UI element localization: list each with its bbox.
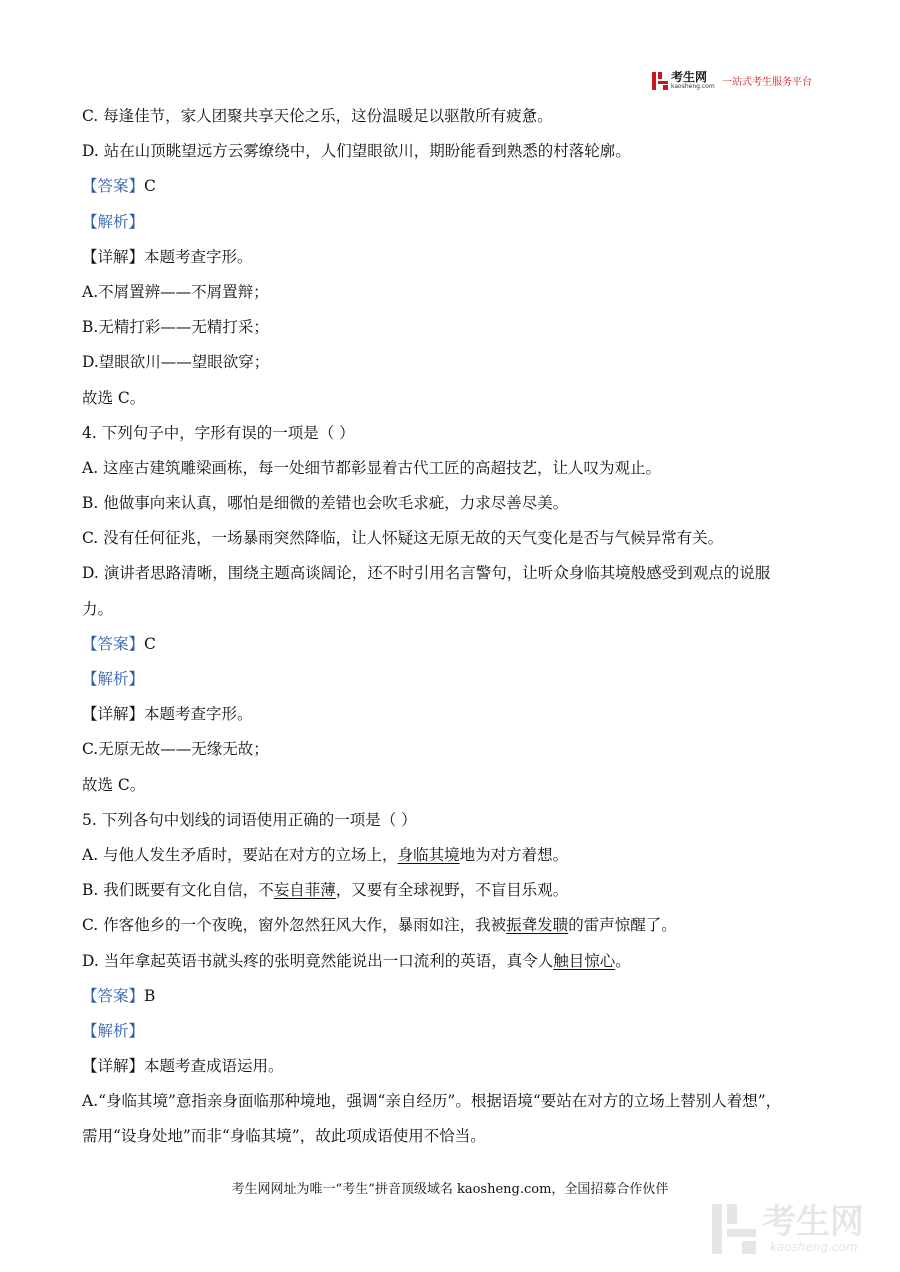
watermark-domain: kaosheng.com	[770, 1240, 858, 1254]
option-d: D. 演讲者思路清晰，围绕主题高谈阔论，还不时引用名言警句，让听众身临其境般感受到观点的说服	[82, 564, 771, 583]
kaosheng-logo-icon	[652, 72, 668, 90]
underlined-term: 妄自菲薄	[273, 881, 336, 900]
answer-tag: 【答案】	[82, 986, 145, 1005]
text-line: 需用“设身处地”而非“身临其境”，故此项成语使用不恰当。	[82, 1127, 486, 1146]
text-line: A.“身临其境”意指亲身面临那种境地，强调“亲自经历”。根据语境“要站在对方的立场上替别人着想”，	[82, 1092, 782, 1111]
logo-brand: 考生网	[671, 70, 708, 84]
option-d: D. 当年拿起英语书就头疼的张明竟然能说出一口流利的英语，真令人触目惊心。	[82, 951, 631, 970]
option-a: A. 这座古建筑雕梁画栋，每一处细节都彰显着古代工匠的高超技艺，让人叹为观止。	[82, 458, 662, 477]
document-body	[82, 99, 827, 1155]
underlined-term: 身临其境	[397, 845, 460, 864]
text-line: 故选 C。	[82, 388, 146, 407]
text-line: 【详解】本题考查字形。	[82, 247, 253, 266]
analysis-tag: 【解析】	[82, 1021, 145, 1040]
answer-line: 【答案】C	[82, 634, 156, 653]
analysis-tag: 【解析】	[82, 212, 145, 231]
text-line: D. 站在山顶眺望远方云雾缭绕中，人们望眼欲川，期盼能看到熟悉的村落轮廓。	[82, 142, 631, 161]
watermark-logo-icon	[712, 1204, 756, 1254]
option-c: C. 没有任何征兆，一场暴雨突然降临，让人怀疑这无原无故的天气变化是否与气候异常有关。	[82, 529, 724, 548]
logo-slogan: 一站式考生服务平台	[722, 77, 812, 88]
text-line: A.不屑置辨——不屑置辩；	[82, 282, 269, 301]
logo-domain: kaosheng.com	[671, 83, 715, 90]
answer-line: 【答案】C	[82, 177, 156, 196]
option-b: B. 我们既要有文化自信，不妄自菲薄，又要有全球视野，不盲目乐观。	[82, 881, 569, 900]
page-footer: 考生网网址为唯一“考生”拼音顶级域名 kaosheng.com，全国招募合作伙伴	[231, 1182, 669, 1197]
analysis-tag: 【解析】	[82, 670, 145, 688]
text-line: 【详解】本题考查成语运用。	[82, 1057, 284, 1076]
text-line: 故选 C。	[82, 775, 146, 794]
answer-line: 【答案】B	[82, 986, 156, 1005]
watermark-text: 考生网	[762, 1202, 864, 1242]
option-c: C. 作客他乡的一个夜晚，窗外忽然狂风大作，暴雨如注，我被振聋发聩的雷声惊醒了。	[82, 916, 677, 935]
watermark	[712, 1200, 882, 1258]
analysis-line	[82, 662, 827, 697]
text-line: C. 每逢佳节，家人团聚共享天伦之乐，这份温暖足以驱散所有疲惫。	[82, 107, 553, 125]
text-line: B.无精打彩——无精打采；	[82, 318, 269, 337]
question-4: 4. 下列句子中，字形有误的一项是（ ）	[82, 423, 355, 442]
header-logo	[652, 70, 822, 92]
answer-tag: 【答案】	[82, 634, 145, 653]
underlined-term: 振聋发聩	[506, 916, 569, 935]
analysis-line	[82, 205, 827, 240]
answer-tag: 【答案】	[82, 177, 145, 196]
question-5: 5. 下列各句中划线的词语使用正确的一项是（ ）	[82, 810, 417, 829]
text-line: C.无原无故——无缘无故；	[82, 740, 269, 759]
text-line: 【详解】本题考查字形。	[82, 705, 253, 724]
option-a: A. 与他人发生矛盾时，要站在对方的立场上，身临其境地为对方着想。	[82, 845, 569, 864]
option-b: B. 他做事向来认真，哪怕是细微的差错也会吹毛求疵，力求尽善尽美。	[82, 494, 569, 513]
text-line: D.望眼欲川——望眼欲穿；	[82, 353, 270, 372]
analysis-line	[82, 1014, 827, 1049]
underlined-term: 触目惊心	[553, 951, 616, 970]
text-line: 力。	[82, 599, 114, 618]
